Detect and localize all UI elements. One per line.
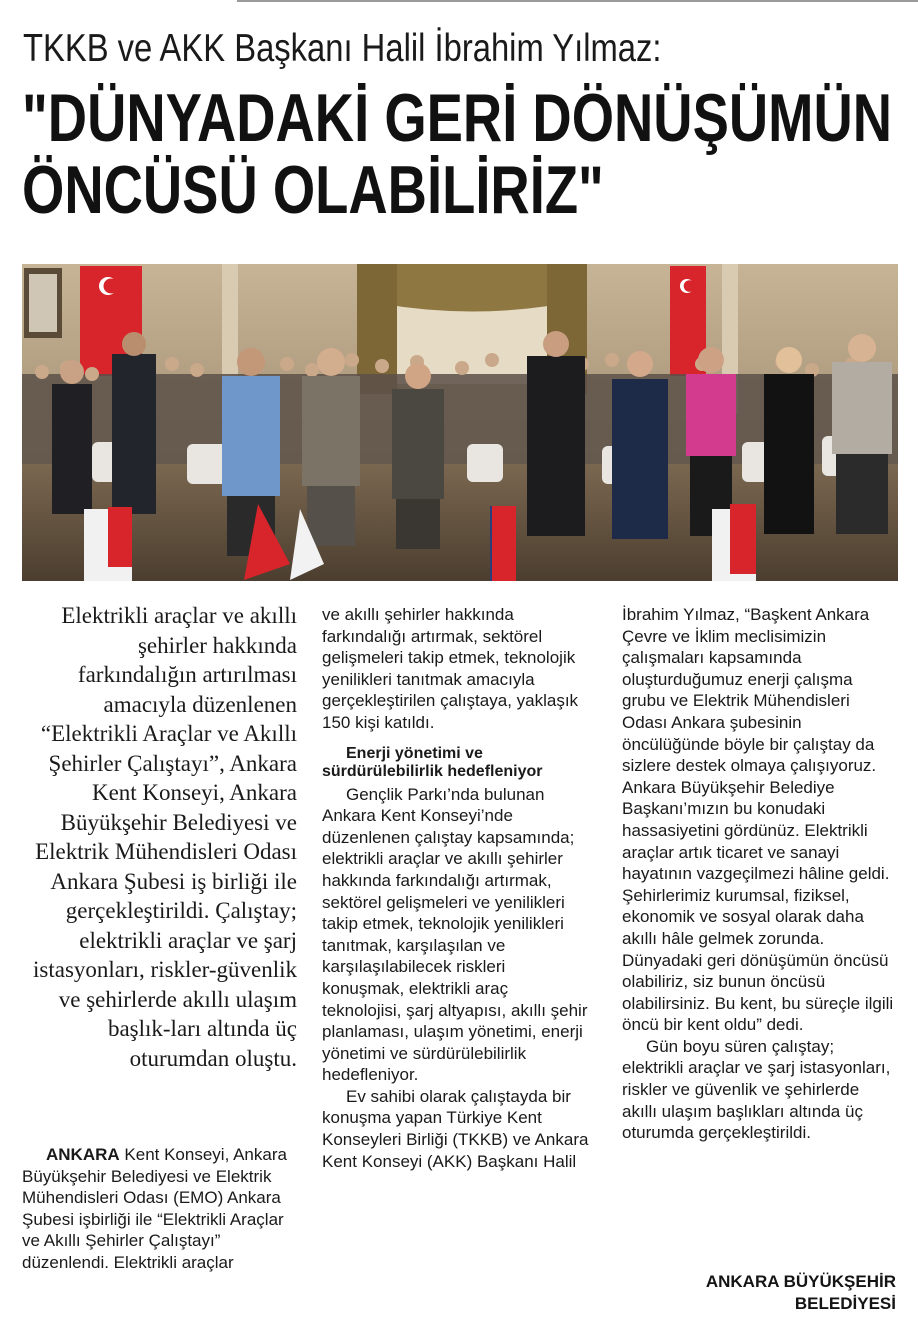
signature-line-1: ANKARA BÜYÜKŞEHİR [705,1272,896,1291]
dateline-place: ANKARA [46,1145,120,1164]
article-signature [626,1271,896,1315]
headline-line-1: "DÜNYADAKİ GERİ DÖNÜŞÜMÜN [22,80,893,156]
event-photo [22,264,898,581]
paragraph-3-continued: İbrahim Yılmaz, “Başkent Ankara Çevre ve İklim meclisimizin çalışmaları kapsamında oluşturduğumuz enerji çalışma grubu ve Elektrik Mühendisleri Odası Ankara şubesinin öncülüğünde böyle bir çalıştay da sizlere destek olmaya çalışıyoruz. Ankara Büyükşehir Belediye Başkanı’mızın bu konudaki hassasiyetini gördünüz. Elektrikli araçlar artık ticaret ve sanayi hayatının vazgeçilmezi hâline geldi. Şehirlerimiz kurumsal, fiziksel, ekonomik ve sosyal olarak daha akıllı hâle gelmek zorunda. Dünyadaki geri dönüşümün öncüsü olabiliriz, siz bunun öncüsü olabilirsiniz. Bu kent, bu süreçle ilgili öncü bir kent oldu” dedi. [622,605,894,1035]
body-column-3 [622,604,897,1144]
signature-line-2: BELEDİYESİ [794,1294,896,1313]
paragraph-1 [22,1144,300,1274]
lead-paragraph: Elektrikli araçlar ve akıllı şehirler hakkında farkındalığın artırılması amacıyla düzenlenen “Elektrikli Araçlar ve Akıllı Şehirler Çalıştayı”, Ankara Kent Konseyi, Ankara Büyükşehir Belediyesi ve Elektrik Mühendisleri Odası Ankara Şubesi iş birliği ile gerçekleştirildi. Çalıştay; elektrikli araçlar ve şarj istasyonları, riskler-güvenlik ve şehirlerde akıllı ulaşım başlık-ları altında üç oturumdan oluştu. [33,603,297,1071]
photo-illustration [22,264,898,581]
article-kicker: TKKB ve AKK Başkanı Halil İbrahim Yılmaz: [23,27,662,70]
paragraph-1-continued: ve akıllı şehirler hakkında farkındalığı artırmak, sektörel gelişmeleri takip etmek, teknolojik yenilikleri tanıtmak amacıyla gerçekleştirilen çalıştaya, yaklaşık 150 kişi katıldı. [322,605,579,732]
paragraph-4: Gün boyu süren çalıştay; elektrikli araçlar ve şarj istasyonları, riskler ve güvenlik ve şehirlerde akıllı ulaşım başlıkları altında üç oturumda gerçekleştirildi. [622,1036,891,1143]
paragraph-1-text: Kent Konseyi, Ankara Büyükşehir Belediyesi ve Elektrik Mühendisleri Odası (EMO) Ankara Şubesi işbirliği ile “Elektrikli Araçlar ve Akıllı Şehirler Çalıştayı” düzenlendi. Elektrikli araçlar [22,1145,287,1272]
body-column-2 [322,604,592,1172]
paragraph-3: Ev sahibi olarak çalıştayda bir konuşma yapan Türkiye Kent Konseyleri Birliği (TKKB) ve Ankara Kent Konseyi (AKK) Başkanı Halil [322,1086,589,1171]
top-rule [237,0,918,2]
article-headline [22,80,893,228]
body-column-1 [22,1144,300,1274]
headline-line-2: ÖNCÜSÜ OLABİLİRİZ" [22,152,604,228]
paragraph-2: Gençlik Parkı’nda bulunan Ankara Kent Konseyi’nde düzenlenen çalıştay kapsamında; elektrikli araçlar ve akıllı şehirler hakkında farkındalığı artırmak, sektörel gelişmeleri ve yenilikleri takip etmek, teknolojik yenilikleri tanıtmak, karşılaşılan ve karşılaşılabilecek riskleri konuşmak, elektrikli araç teknolojisi, şarj altyapısı, akıllı şehir planlaması, ulaşım yönetimi, enerji yönetimi ve sürdürülebilirlik hedefleniyor. [322,784,588,1085]
article-lead [22,601,297,1073]
section-subhead: Enerji yönetimi ve sürdürülebilirlik hedefleniyor [322,744,543,781]
